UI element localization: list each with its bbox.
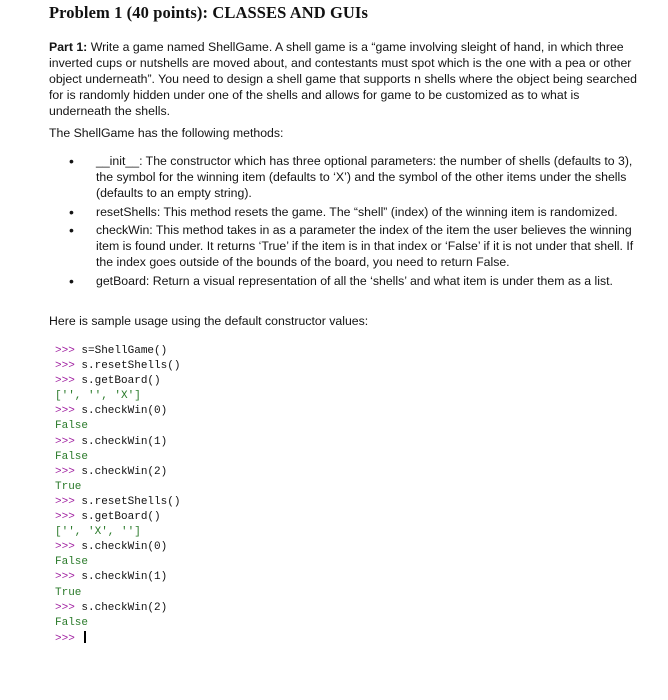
shell-output: False: [55, 616, 89, 629]
shell-code: s=ShellGame(): [81, 345, 168, 357]
bullet-icon: •: [69, 222, 74, 238]
python-shell-session: [55, 344, 180, 646]
shell-input-line: [55, 374, 180, 389]
shell-output-line: [55, 419, 180, 434]
shell-output-line: [55, 555, 180, 570]
shell-prompt: >>>: [55, 511, 82, 524]
bullet-icon: •: [69, 272, 74, 289]
shell-code: s.getBoard(): [81, 375, 161, 388]
shell-input-line: [55, 601, 180, 616]
shell-input-line: [55, 435, 180, 450]
methods-intro: The ShellGame has the following methods:: [49, 126, 284, 140]
list-item: [49, 153, 649, 201]
shell-code: s.resetShells(): [81, 495, 181, 508]
shell-output: False: [55, 420, 89, 433]
shell-code: s.checkWin(0): [81, 405, 168, 418]
shell-code: s.resetShells(): [81, 360, 181, 373]
shell-input-line: [55, 570, 180, 585]
problem-title: Problem 1 (40 points): CLASSES AND GUIs: [49, 3, 368, 22]
method-list: [49, 153, 649, 291]
shell-input-line: [55, 359, 180, 374]
bullet-icon: •: [69, 153, 74, 169]
shell-prompt: >>>: [55, 435, 82, 448]
shell-input-line: [55, 540, 180, 555]
shell-input-line: [55, 510, 180, 525]
shell-output-line: [55, 525, 180, 540]
shell-output: True: [55, 480, 82, 493]
method-resetshells-text: resetShells: This method resets the game. The “shell” (index) of the winning item is randomized.: [96, 204, 618, 219]
shell-input-line: [55, 465, 180, 480]
usage-intro: Here is sample usage using the default constructor values:: [49, 314, 369, 328]
shell-output: ['', '', 'X']: [55, 390, 141, 403]
shell-output-line: [55, 616, 180, 631]
shell-prompt: >>>: [55, 632, 82, 645]
shell-prompt: >>>: [55, 405, 82, 418]
shell-input-line: [55, 495, 180, 510]
part1-description: [49, 39, 639, 119]
shell-input-line: [55, 344, 180, 359]
shell-prompt: >>>: [55, 495, 82, 508]
shell-output: False: [55, 450, 89, 463]
method-getboard-text: getBoard: Return a visual representation of all the ‘shells’ and what item is under them as a list.: [96, 273, 613, 288]
shell-input-line: [55, 404, 180, 419]
list-item: [49, 222, 649, 270]
shell-prompt: >>>: [55, 375, 82, 388]
shell-output: ['', 'X', '']: [55, 526, 141, 539]
shell-output-line: [55, 450, 180, 465]
bullet-icon: •: [69, 203, 74, 220]
list-item: [49, 204, 649, 220]
shell-output-line: [55, 389, 180, 404]
list-item: [49, 273, 649, 289]
shell-code: s.checkWin(1): [81, 571, 168, 584]
part1-text: Write a game named ShellGame. A shell game is a “game involving sleight of hand, in which three inverted cups or nutshells are moved about, and contestants must spot which is the one with a pea or other object underneath”. You need to design a shell game that supports n shells where the object being searched for is randomly hidden under one of the shells and allows for game to be customized as to what is underneath the shells.: [49, 40, 637, 118]
method-checkwin-text: checkWin: This method takes in as a parameter the index of the item the user believes the winning item is found under. It returns ‘True’ if the item is in that index or ‘False’ if it is not under that shell. If the index goes outside of the bounds of the board, you need to return False.: [96, 223, 634, 269]
shell-code: s.checkWin(1): [81, 435, 168, 448]
shell-code: s.checkWin(2): [81, 465, 168, 478]
shell-output-line: [55, 480, 180, 495]
shell-code: s.getBoard(): [81, 511, 161, 524]
shell-input-line: [55, 631, 180, 646]
shell-code: s.checkWin(2): [81, 601, 168, 614]
shell-output: True: [55, 586, 82, 599]
shell-prompt: >>>: [55, 571, 82, 584]
part1-label: Part 1:: [49, 40, 88, 54]
shell-output: False: [55, 556, 89, 569]
shell-prompt: >>>: [55, 601, 82, 614]
shell-output-line: [55, 586, 180, 601]
shell-prompt: >>>: [55, 541, 82, 554]
shell-prompt: >>>: [55, 360, 82, 373]
method-init-text: __init__: The constructor which has three optional parameters: the number of shells (defaults to 3), the symbol for the winning item (defaults to ‘X’) and the symbol of the other items under the shells (defaults to an empty string).: [96, 154, 633, 200]
shell-prompt: >>>: [55, 345, 82, 357]
shell-code: s.checkWin(0): [81, 541, 168, 554]
text-cursor[interactable]: [84, 631, 86, 643]
shell-prompt: >>>: [55, 465, 82, 478]
